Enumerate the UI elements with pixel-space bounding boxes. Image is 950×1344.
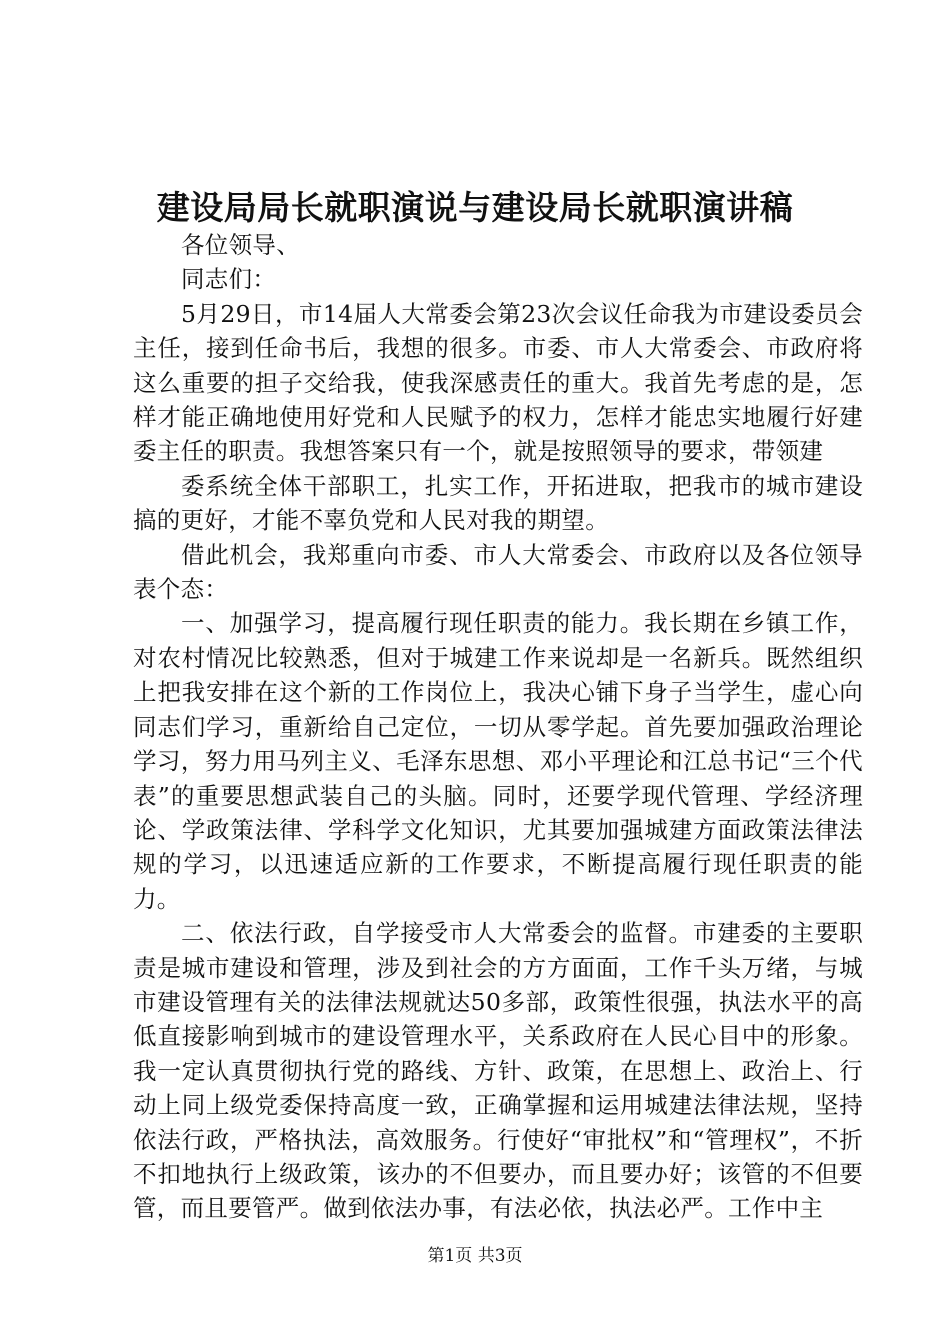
paragraph: 借此机会，我郑重向市委、市人大常委会、市政府以及各位领导表个态： <box>133 540 863 604</box>
document-body <box>133 228 863 1226</box>
paragraph: 二、依法行政，自学接受市人大常委会的监督。市建委的主要职责是城市建设和管理，涉及到社会的方方面面，工作千头万绪，与城市建设管理有关的法律法规就达50多部，政策性很强，执法水平的高低直接影响到城市的建设管理水平，关系政府在人民心目中的形象。我一定认真贯彻执行党的路线、方针、政策，在思想上、政治上、行动上同上级党委保持高度一致，正确掌握和运用城建法律法规，坚持依法行政，严格执法，高效服务。行使好“审批权”和“管理权”，不折不扣地执行上级政策，该办的不但要办，而且要办好；该管的不但要管，而且要管严。做到依法办事，有法必依，执法必严。工作中主 <box>133 919 863 1223</box>
paragraph: 5月29日，市14届人大常委会第23次会议任命我为市建设委员会主任，接到任命书后，我想的很多。市委、市人大常委会、市政府将这么重要的担子交给我，使我深感责任的重大。我首先考虑的是，怎样才能正确地使用好党和人民赋予的权力，怎样才能忠实地履行好建委主任的职责。我想答案只有一个，就是按照领导的要求，带领建 <box>133 299 863 466</box>
paragraph: 委系统全体干部职工，扎实工作，开拓进取，把我市的城市建设搞的更好，才能不辜负党和人民对我的期望。 <box>133 471 863 535</box>
document-title: 建设局局长就职演说与建设局长就职演讲稿 <box>156 188 794 227</box>
paragraph: 一、加强学习，提高履行现任职责的能力。我长期在乡镇工作，对农村情况比较熟悉，但对于城建工作来说却是一名新兵。既然组织上把我安排在这个新的工作岗位上，我决心铺下身子当学生，虚心向同志们学习，重新给自己定位，一切从零学起。首先要加强政治理论学习，努力用马列主义、毛泽东思想、邓小平理论和江总书记“三个代表”的重要思想武装自己的头脑。同时，还要学现代管理、学经济理论、学政策法律、学科学文化知识，尤其要加强城建方面政策法律法规的学习，以迅速适应新的工作要求，不断提高履行现任职责的能力。 <box>133 609 863 913</box>
salutation-line-1: 各位领导、 <box>181 231 300 259</box>
page-number-footer: 第1页 共3页 <box>427 1246 523 1266</box>
salutation-line-2: 同志们： <box>181 265 277 294</box>
